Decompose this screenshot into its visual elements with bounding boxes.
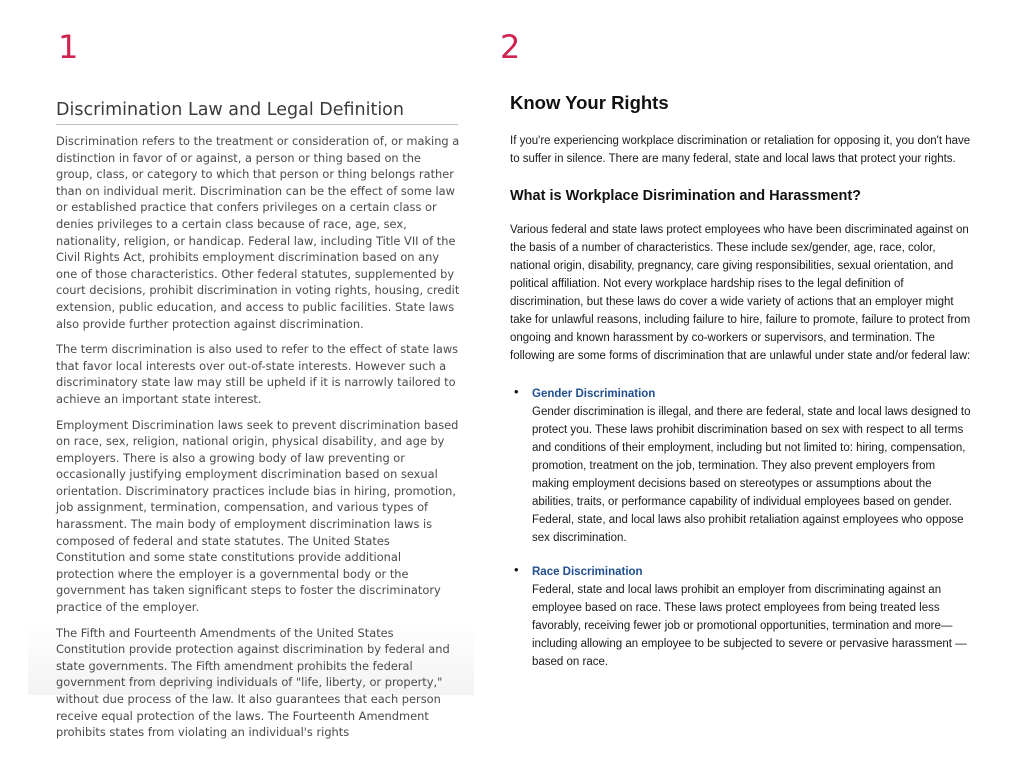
section-heading: What is Workplace Disrimination and Harassment?	[510, 188, 862, 204]
discrimination-types-list	[508, 385, 984, 671]
list-item	[508, 385, 984, 547]
panel-number-2: 2	[500, 28, 521, 66]
list-item	[508, 563, 984, 671]
race-discrimination-link[interactable]: • Race Discrimination	[532, 566, 643, 578]
gender-discrimination-link[interactable]: • Gender Discrimination	[532, 388, 656, 400]
paragraph: The term discrimination is also used to refer to the effect of state laws that favor local interests over out-of-state interests. However such a discriminatory state law may still be upheld if it is narrowly tailored to achieve an important state interest.	[56, 342, 459, 406]
intro-paragraph: If you're experiencing workplace discrimination or retaliation for opposing it, you don't have to suffer in silence. There are many federal, state and local laws that protect your rights.	[510, 135, 971, 165]
panel-2-screenshot	[508, 84, 984, 704]
body-paragraph: Various federal and state laws protect employees who have been discriminated against on the basis of a number of characteristics. These include sex/gender, age, race, color, national origin, disability, pregnancy, care giving responsibilities, sexual orientation, and political affiliation. Not every workplace hardship rises to the legal definition of discrimination, but these laws do cover a wide variety of actions that an employer might take for unlawful reasons, including failure to hire, failure to promote, failure to protect from ongoing and known harassment by co-workers or supervisors, and termination. The following are some forms of discrimination that are unlawful under state and/or federal law:	[510, 224, 971, 362]
paragraph: The Fifth and Fourteenth Amendments of the United States Constitution provide protection against discrimination by federal and state governments. The Fifth amendment prohibits the federal government from depriving individuals of "life, liberty, or property," without due process of the law. It also guarantees that each person receive equal protection of the laws. The Fourteenth Amendment prohibits states from violating an individual's rights	[56, 625, 450, 740]
paragraph: Employment Discrimination laws seek to prevent discrimination based on race, sex, religion, national origin, physical disability, and age by employers. There is also a growing body of law preventing or occasionally justifying employment discrimination based on sexual orientation. Discriminatory practices include bias in hiring, promotion, job assignment, termination, compensation, and various types of harassment. The main body of employment discrimination laws is composed of federal and state statutes. The United States Constitution and some state constitutions provide additional protection where the employer is a governmental body or the government has taken significant steps to foster the discriminatory practice of the employer.	[56, 417, 459, 615]
page-title: Know Your Rights	[510, 92, 669, 113]
panel-1-screenshot	[28, 95, 474, 740]
panel-number-1: 1	[58, 28, 79, 66]
list-item-text: Gender discrimination is illegal, and there are federal, state and local laws designed to protect you. These laws prohibit discrimination based on sex with respect to all terms and conditions of their employment, including but not limited to: hiring, compensation, promotion, treatment on the job, termination. They also prevent employers from making employment decisions based on stereotypes or assumptions about the abilities, traits, or performance capability of individual employees based on gender. Federal, state, and local laws also prohibit retaliation against employees who oppose sex discrimination.	[532, 406, 971, 544]
page-title: Discrimination Law and Legal Definition	[56, 100, 458, 125]
list-item-text: Federal, state and local laws prohibit an employer from discriminating against an employee based on race. These laws protect employees from being treated less favorably, receiving fewer job or promotional opportunities, termination and more—including allowing an employee to be subjected to severe or pervasive harassment —based on race.	[532, 584, 967, 668]
paragraph: Discrimination refers to the treatment or consideration of, or making a distinction in favor of or against, a person or thing based on the group, class, or category to which that person or thing belongs rather than on individual merit. Discrimination can be the effect of some law or established practice that confers privileges on a certain class or denies privileges to a certain class because of race, age, sex, nationality, religion, or handicap. Federal law, including Title VII of the Civil Rights Act, prohibits employment discrimination based on any one of those characteristics. Other federal statutes, supplemented by court decisions, prohibit discrimination in voting rights, housing, credit extension, public education, and access to public facilities. State laws also provide further protection against discrimination.	[56, 134, 460, 331]
